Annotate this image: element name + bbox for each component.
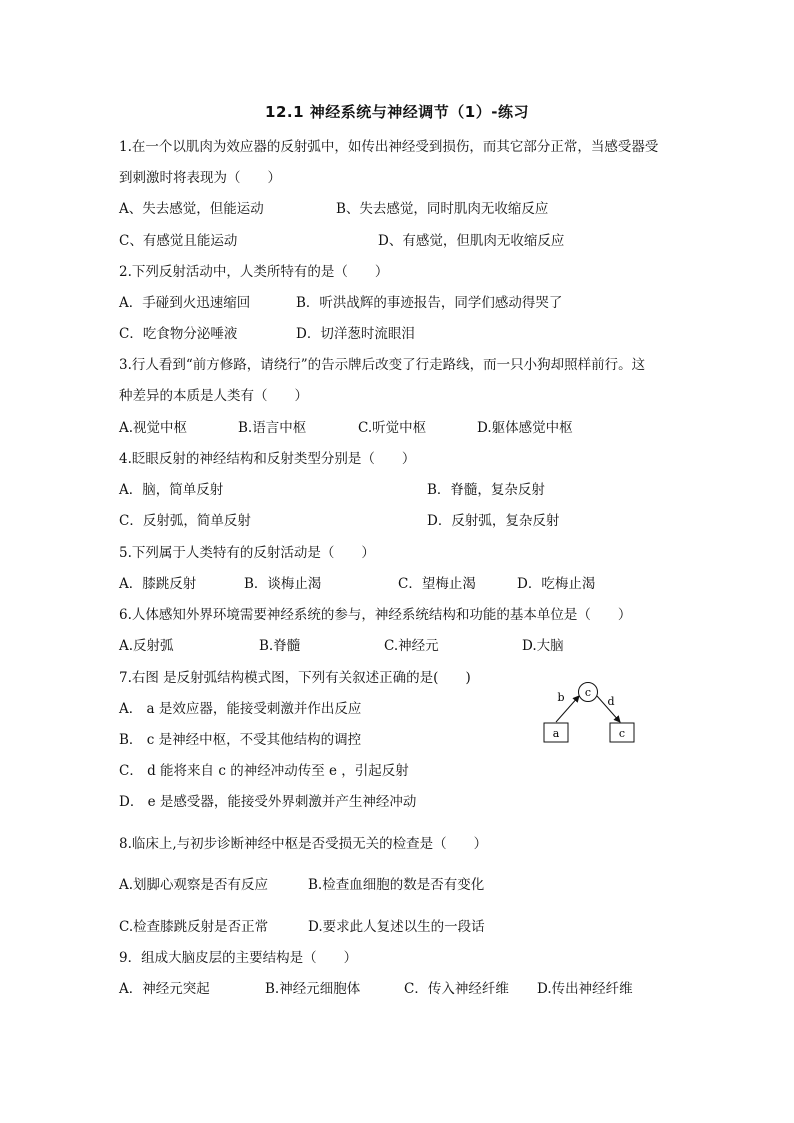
question-4-stem: 4.眨眼反射的神经结构和反射类型分别是（ ） — [119, 451, 416, 467]
question-2-option-c: C．吃食物分泌唾液 — [119, 326, 238, 342]
question-8-stem: 8.临床上,与初步诊断神经中枢是否受损无关的检查是（ ） — [119, 836, 488, 852]
arrow-d-label: d — [607, 695, 615, 708]
question-1-option-c: C、有感觉且能运动 — [119, 233, 238, 249]
question-3-option-c: C.听觉中枢 — [358, 420, 427, 436]
question-4-option-a: A．脑，简单反射 — [119, 482, 224, 498]
arrow-b-label: b — [557, 691, 565, 704]
question-7-option-b: B． c 是神经中枢，不受其他结构的调控 — [119, 732, 362, 748]
node-circle-label: c — [584, 686, 592, 699]
question-9-option-a: A．神经元突起 — [119, 981, 210, 997]
question-7-option-a: A． a 是效应器，能接受刺激并作出反应 — [119, 701, 362, 717]
question-4-option-c: C．反射弧，简单反射 — [119, 513, 251, 529]
question-5-option-c: C．望梅止渴 — [398, 576, 476, 592]
question-9-stem: 9．组成大脑皮层的主要结构是（ ） — [119, 950, 358, 966]
question-7-option-c: C． d 能将来自 c 的神经冲动传至 e ，引起反射 — [119, 763, 409, 779]
question-5-option-b: B．谈梅止渴 — [244, 576, 322, 592]
question-1-option-a: A、失去感觉，但能运动 — [119, 201, 264, 217]
question-6-option-d: D.大脑 — [522, 638, 564, 654]
question-1-stem-line-1: 1.在一个以肌肉为效应器的反射弧中，如传出神经受到损伤，而其它部分正常，当感受器受 — [119, 139, 659, 155]
question-1-stem-line-2: 到刺激时将表现为（ ） — [119, 170, 281, 186]
box-a-label: a — [552, 727, 560, 740]
question-4-option-b: B．脊髓，复杂反射 — [427, 482, 545, 498]
question-2-option-b: B．听洪战辉的事迹报告，同学们感动得哭了 — [296, 295, 563, 311]
question-3-option-d: D.躯体感觉中枢 — [477, 420, 573, 436]
question-2-option-d: D．切洋葱时流眼泪 — [296, 326, 415, 342]
question-8-option-a: A.划脚心观察是否有反应 — [119, 877, 269, 893]
question-8-option-c: C.检查膝跳反射是否正常 — [119, 919, 269, 935]
question-6-option-a: A.反射弧 — [119, 638, 174, 654]
question-2-stem: 2.下列反射活动中，人类所特有的是（ ） — [119, 264, 389, 280]
question-5-option-d: D．吃梅止渴 — [517, 576, 596, 592]
question-1-option-b: B、失去感觉，同时肌肉无收缩反应 — [336, 201, 549, 217]
page-title: 12.1 神经系统与神经调节（1）-练习 — [265, 103, 529, 121]
question-7-option-d: D． e 是感受器，能接受外界刺激并产生神经冲动 — [119, 794, 417, 810]
reflex-arc-diagram — [540, 680, 640, 748]
question-5-stem: 5.下列属于人类特有的反射活动是（ ） — [119, 545, 375, 561]
question-3-option-a: A.视觉中枢 — [119, 420, 188, 436]
question-8-option-d: D.要求此人复述以生的一段话 — [308, 919, 485, 935]
question-3-stem-line-2: 种差异的本质是人类有（ ） — [119, 388, 308, 404]
question-2-option-a: A．手碰到火迅速缩回 — [119, 295, 251, 311]
question-9-option-d: D.传出神经纤维 — [537, 981, 633, 997]
question-5-option-a: A．膝跳反射 — [119, 576, 197, 592]
question-8-option-b: B.检查血细胞的数是否有变化 — [308, 877, 485, 893]
question-9-option-b: B.神经元细胞体 — [265, 981, 361, 997]
question-1-option-d: D、有感觉，但肌肉无收缩反应 — [378, 233, 565, 249]
question-6-option-b: B.脊髓 — [259, 638, 301, 654]
box-c-label: c — [618, 727, 626, 740]
question-6-option-c: C.神经元 — [384, 638, 439, 654]
question-9-option-c: C．传入神经纤维 — [404, 981, 509, 997]
question-3-option-b: B.语言中枢 — [238, 420, 307, 436]
question-7-stem: 7.右图 是反射弧结构模式图，下列有关叙述正确的是( ) — [119, 670, 471, 686]
question-6-stem: 6.人体感知外界环境需要神经系统的参与，神经系统结构和功能的基本单位是（ ） — [119, 607, 632, 623]
question-3-stem-line-1: 3.行人看到“前方修路，请绕行”的告示牌后改变了行走路线，而一只小狗却照样前行。这 — [119, 357, 646, 373]
question-4-option-d: D．反射弧，复杂反射 — [427, 513, 560, 529]
